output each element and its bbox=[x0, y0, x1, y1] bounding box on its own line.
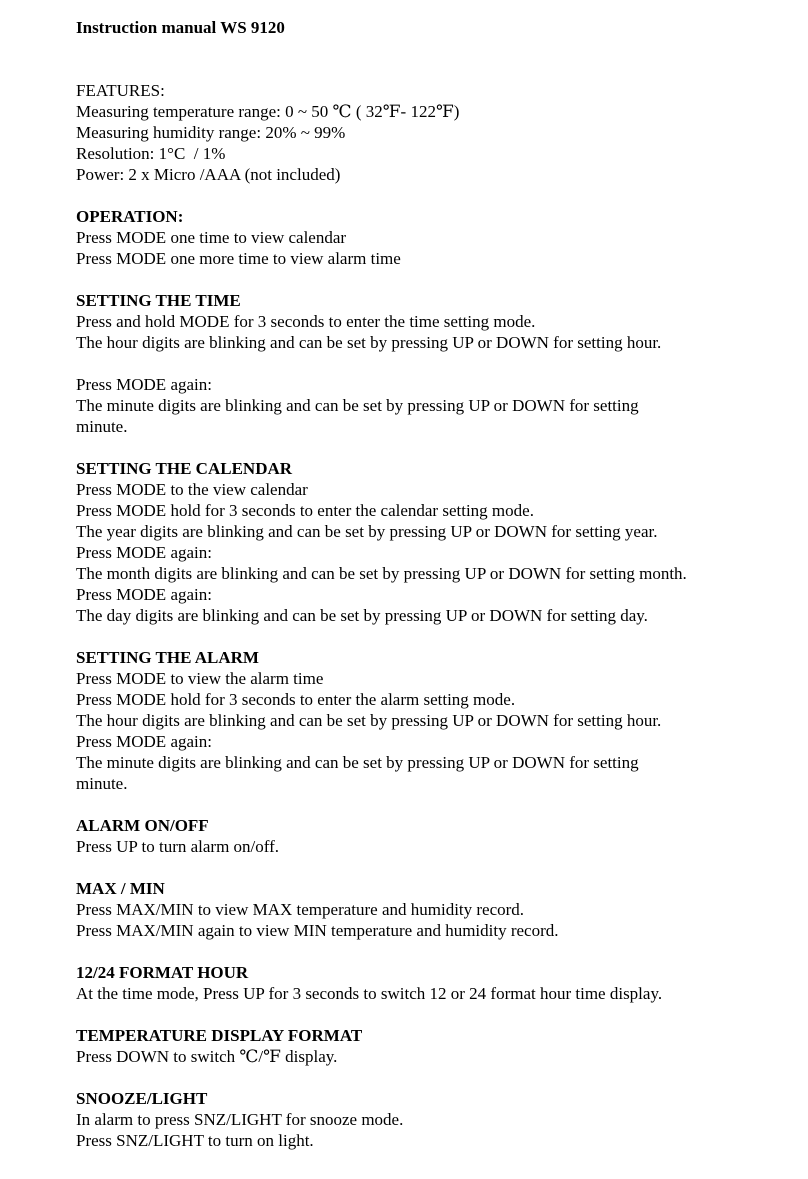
features-line: Power: 2 x Micro /AAA (not included) bbox=[76, 165, 341, 184]
setting-alarm-line: The minute digits are blinking and can be set by pressing UP or DOWN for setting bbox=[76, 753, 639, 772]
features-line: Resolution: 1°C / 1% bbox=[76, 144, 226, 163]
features-heading: FEATURES: bbox=[76, 81, 165, 100]
setting-time-line: The minute digits are blinking and can be set by pressing UP or DOWN for setting bbox=[76, 396, 639, 415]
setting-calendar-section bbox=[76, 458, 808, 626]
features-line: Measuring temperature range: 0 ~ 50 ℃ ( 32℉- 122℉) bbox=[76, 102, 460, 121]
max-min-line: Press MAX/MIN to view MAX temperature and humidity record. bbox=[76, 900, 525, 919]
setting-alarm-line: Press MODE again: bbox=[76, 732, 212, 751]
temperature-format-heading: TEMPERATURE DISPLAY FORMAT bbox=[76, 1026, 363, 1045]
setting-alarm-line: Press MODE hold for 3 seconds to enter the alarm setting mode. bbox=[76, 690, 516, 709]
setting-time-line: minute. bbox=[76, 417, 128, 436]
operation-heading: OPERATION: bbox=[76, 207, 184, 226]
setting-alarm-section bbox=[76, 647, 808, 794]
max-min-section bbox=[76, 878, 808, 941]
operation-section bbox=[76, 206, 808, 269]
alarm-onoff-heading: ALARM ON/OFF bbox=[76, 816, 209, 835]
setting-calendar-line: Press MODE again: bbox=[76, 543, 212, 562]
setting-time-line: The hour digits are blinking and can be set by pressing UP or DOWN for setting hour. bbox=[76, 333, 662, 352]
setting-calendar-heading: SETTING THE CALENDAR bbox=[76, 459, 293, 478]
alarm-onoff-section bbox=[76, 815, 808, 857]
setting-alarm-line: minute. bbox=[76, 774, 128, 793]
operation-line: Press MODE one more time to view alarm time bbox=[76, 249, 401, 268]
setting-calendar-line: Press MODE to the view calendar bbox=[76, 480, 308, 499]
setting-calendar-line: Press MODE hold for 3 seconds to enter the calendar setting mode. bbox=[76, 501, 534, 520]
snooze-light-line: In alarm to press SNZ/LIGHT for snooze mode. bbox=[76, 1110, 404, 1129]
snooze-light-line: Press SNZ/LIGHT to turn on light. bbox=[76, 1131, 314, 1150]
setting-alarm-heading: SETTING THE ALARM bbox=[76, 648, 259, 667]
setting-calendar-line: The day digits are blinking and can be set by pressing UP or DOWN for setting day. bbox=[76, 606, 648, 625]
document-title: Instruction manual WS 9120 bbox=[76, 18, 285, 37]
setting-alarm-line: The hour digits are blinking and can be set by pressing UP or DOWN for setting hour. bbox=[76, 711, 662, 730]
format-hour-heading: 12/24 FORMAT HOUR bbox=[76, 963, 249, 982]
setting-alarm-line: Press MODE to view the alarm time bbox=[76, 669, 324, 688]
paragraph-spacer bbox=[76, 353, 808, 374]
features-section bbox=[76, 80, 808, 185]
setting-time-line: Press and hold MODE for 3 seconds to enter the time setting mode. bbox=[76, 312, 536, 331]
setting-time-line: Press MODE again: bbox=[76, 375, 212, 394]
setting-time-heading: SETTING THE TIME bbox=[76, 291, 241, 310]
max-min-heading: MAX / MIN bbox=[76, 879, 165, 898]
alarm-onoff-line: Press UP to turn alarm on/off. bbox=[76, 837, 280, 856]
setting-calendar-line: Press MODE again: bbox=[76, 585, 212, 604]
temperature-format-line: Press DOWN to switch ℃/℉ display. bbox=[76, 1047, 338, 1066]
setting-calendar-line: The month digits are blinking and can be set by pressing UP or DOWN for setting month. bbox=[76, 564, 687, 583]
temperature-format-section bbox=[76, 1025, 808, 1067]
format-hour-line: At the time mode, Press UP for 3 seconds to switch 12 or 24 format hour time display. bbox=[76, 984, 663, 1003]
snooze-light-heading: SNOOZE/LIGHT bbox=[76, 1089, 208, 1108]
max-min-line: Press MAX/MIN again to view MIN temperature and humidity record. bbox=[76, 921, 559, 940]
features-line: Measuring humidity range: 20% ~ 99% bbox=[76, 123, 346, 142]
snooze-light-section bbox=[76, 1088, 808, 1151]
setting-time-section bbox=[76, 290, 808, 437]
format-hour-section bbox=[76, 962, 808, 1004]
setting-calendar-line: The year digits are blinking and can be set by pressing UP or DOWN for setting year. bbox=[76, 522, 658, 541]
operation-line: Press MODE one time to view calendar bbox=[76, 228, 347, 247]
